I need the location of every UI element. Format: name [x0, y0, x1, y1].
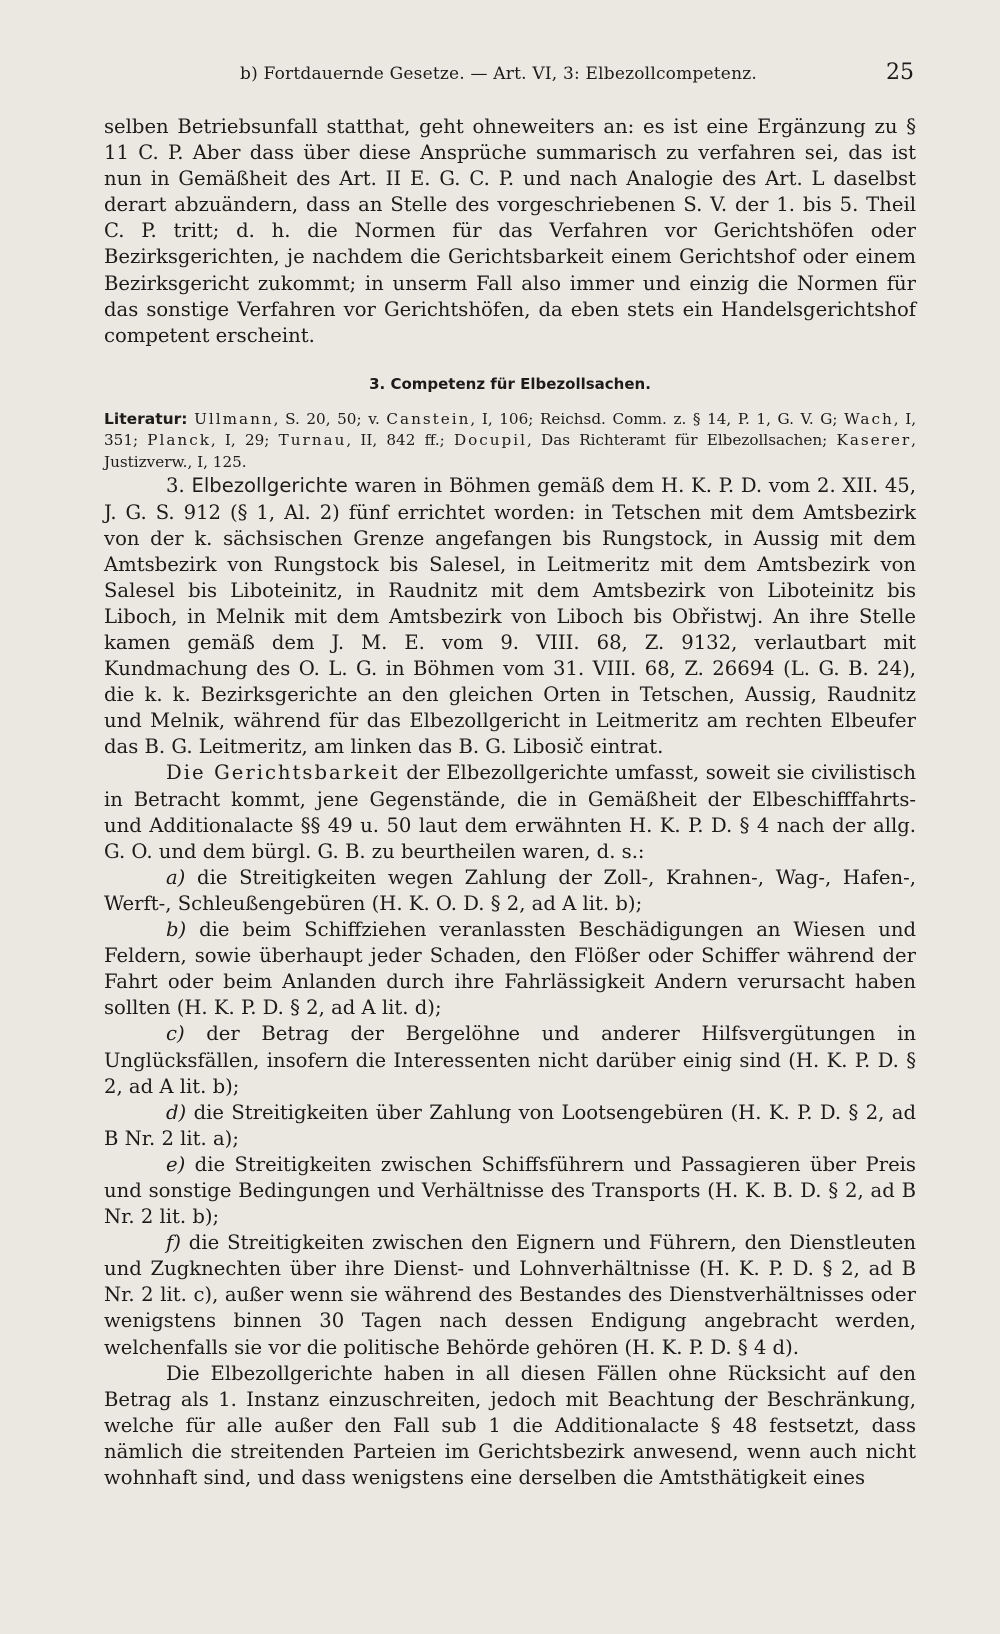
list-item-text: der Betrag der Bergelöhne und anderer Hilfsvergütungen in Unglücksfällen, insofern die Interessenten nicht darüber einig sind (H. K. P. D. § 2, ad A lit. b);	[104, 1022, 916, 1098]
list-item-text: die Streitigkeiten zwischen den Eignern und Führern, den Dienstleuten und Zugknechten über ihre Dienst- und Lohnverhältnisse (H. K. P. D. § 2, ad B Nr. 2 lit. c), außer wenn sie während des Bestandes des Dienstverhältnisses oder wenigstens binnen 30 Tagen nach dessen Endigung angebracht werden, welchenfalls sie vor die politische Behörde gehören (H. K. P. D. § 4 d).	[104, 1231, 916, 1359]
literature-author: Ullmann	[194, 409, 274, 428]
list-item-letter: f)	[166, 1231, 181, 1255]
list-item	[104, 917, 916, 1021]
running-head: b) Fortdauernde Gesetze. — Art. VI, 3: Elbezollcompetenz.	[240, 64, 757, 84]
paragraph-number: 3.	[166, 474, 192, 498]
list-item-text: die Streitigkeiten wegen Zahlung der Zoll-, Krahnen-, Wag-, Hafen-, Werft-, Schleußengebüren (H. K. O. D. § 2, ad A lit. b);	[104, 865, 916, 915]
literature-run: , I, 29;	[210, 431, 279, 450]
literature-author: Canstein	[386, 409, 471, 428]
list-item	[104, 865, 916, 917]
literature-label: Literatur:	[104, 409, 188, 428]
list-item	[104, 1100, 916, 1152]
enumerated-list	[104, 865, 916, 1361]
paragraph-elbezollgerichte	[104, 473, 916, 760]
paragraph-text: der Elbezollgerichte umfasst, soweit sie civilistisch in Betracht kommt, jene Gegenstände, die in Gemäßheit der Elbeschifffahrts- und Additionalacte §§ 49 u. 50 laut dem erwähnten H. K. P. D. § 4 nach der allg. G. O. und dem bürgl. G. B. zu beurtheilen waren, d. s.:	[104, 761, 916, 863]
list-item	[104, 1152, 916, 1230]
literature-note	[104, 409, 916, 474]
literature-run: , I, 351;	[104, 409, 917, 450]
literature-run: , S. 20, 50; v.	[273, 409, 387, 428]
literature-run: , I, 106; Reichsd. Comm. z. § 14, P. 1, G. V. G;	[470, 409, 845, 428]
literature-author: Planck	[147, 431, 211, 450]
literature-author: Docupil	[453, 431, 527, 450]
literature-text	[104, 410, 916, 471]
paragraph-continuation: selben Betriebsunfall statthat, geht ohneweiters an: es ist eine Ergänzung zu § 11 C. P. Aber dass über diese Ansprüche summarisch zu verfahren sei, das ist nun in Gemäßheit des Art. II E. G. C. P. und nach Analogie des Art. L daselbst derart abzuändern, dass an Stelle des vorgeschriebenen S. V. der 1. bis 5. Theil C. P. tritt; d. h. die Normen für das Verfahren vor Gerichtshöfen oder Bezirksgerichten, je nachdem die Gerichtsbarkeit einem Gerichtshof oder einem Bezirksgericht zukommt; in unserm Fall also immer und einzig die Normen für das sonstige Verfahren vor Gerichtshöfen, da eben stets ein Handelsgerichtshof competent erscheint.	[104, 115, 916, 347]
paragraph-gerichtsbarkeit	[104, 760, 916, 864]
literature-author: Kaserer	[836, 431, 912, 450]
literature-run: , II, 842 ff.;	[346, 431, 454, 450]
list-item-text: die beim Schiffziehen veranlassten Beschädigungen an Wiesen und Feldern, sowie überhaupt jeder Schaden, den Flößer oder Schiffer während der Fahrt oder beim Anlanden durch ihre Fahrlässigkeit Andern verursacht haben sollten (H. K. P. D. § 2, ad A lit. d);	[104, 918, 916, 1020]
list-item-letter: b)	[166, 918, 187, 942]
list-item-letter: a)	[166, 865, 186, 889]
literature-run: , Justizverw., I, 125.	[104, 431, 916, 471]
list-item	[104, 1230, 916, 1360]
paragraph-lead-term: Die Gerichtsbarkeit	[166, 761, 400, 785]
page-body	[104, 114, 916, 1491]
list-item-text: die Streitigkeiten über Zahlung von Lootsengebüren (H. K. P. D. § 2, ad B Nr. 2 lit. a);	[104, 1100, 916, 1150]
literature-run: , Das Richteramt für Elbezollsachen;	[527, 431, 837, 450]
paragraph-final: Die Elbezollgerichte haben in all diesen Fällen ohne Rücksicht auf den Betrag als 1. Instanz einzuschreiten, jedoch mit Beachtung der Beschränkung, welche für alle außer den Fall sub 1 die Additionalacte § 48 festsetzt, dass nämlich die streitenden Parteien im Gerichtsbezirk anwesend, wenn auch nicht wohnhaft sind, und dass wenigstens eine derselben die Amtsthätigkeit eines	[104, 1361, 916, 1489]
list-item-text: die Streitigkeiten zwischen Schiffsführern und Passagieren über Preis und sonstige Bedingungen und Verhältnisse des Transports (H. K. B. D. § 2, ad B Nr. 2 lit. b);	[104, 1152, 916, 1229]
page-header	[104, 60, 914, 90]
list-item-letter: c)	[166, 1022, 185, 1046]
list-item	[104, 1021, 916, 1099]
page-number: 25	[886, 60, 914, 85]
paragraph-text: waren in Böhmen gemäß dem H. K. P. D. vom 2. XII. 45, J. G. S. 912 (§ 1, Al. 2) fünf errichtet worden: in Tetschen mit dem Amtsbezirk von der k. sächsischen Grenze angefangen bis Rungstock, in Aussig mit dem Amtsbezirk von Rungstock bis Salesel, in Leitmeritz mit dem Amtsbezirk von Salesel bis Liboteinitz, in Raudnitz mit dem Amtsbezirk von Liboteinitz bis Liboch, in Melnik mit dem Amtsbezirk von Liboch bis Obřistwj. An ihre Stelle kamen gemäß dem J. M. E. vom 9. VIII. 68, Z. 9132, verlautbart mit Kundmachung des O. L. G. in Böhmen vom 31. VIII. 68, Z. 26694 (L. G. B. 24), die k. k. Bezirksgerichte an den gleichen Orten in Tetschen, Aussig, Raudnitz und Melnik, während für das Elbezollgericht in Leitmeritz am rechten Elbeufer das B. G. Leitmeritz, am linken das B. G. Libosič eintrat.	[104, 474, 916, 759]
paragraph-lead-term: Elbezollgerichte	[191, 474, 348, 498]
list-item-letter: e)	[166, 1152, 186, 1176]
list-item-letter: d)	[166, 1100, 187, 1124]
literature-author: Wach	[844, 409, 894, 428]
section-heading: 3. Competenz für Elbezollsachen.	[369, 374, 651, 393]
literature-author: Turnau	[278, 431, 347, 450]
